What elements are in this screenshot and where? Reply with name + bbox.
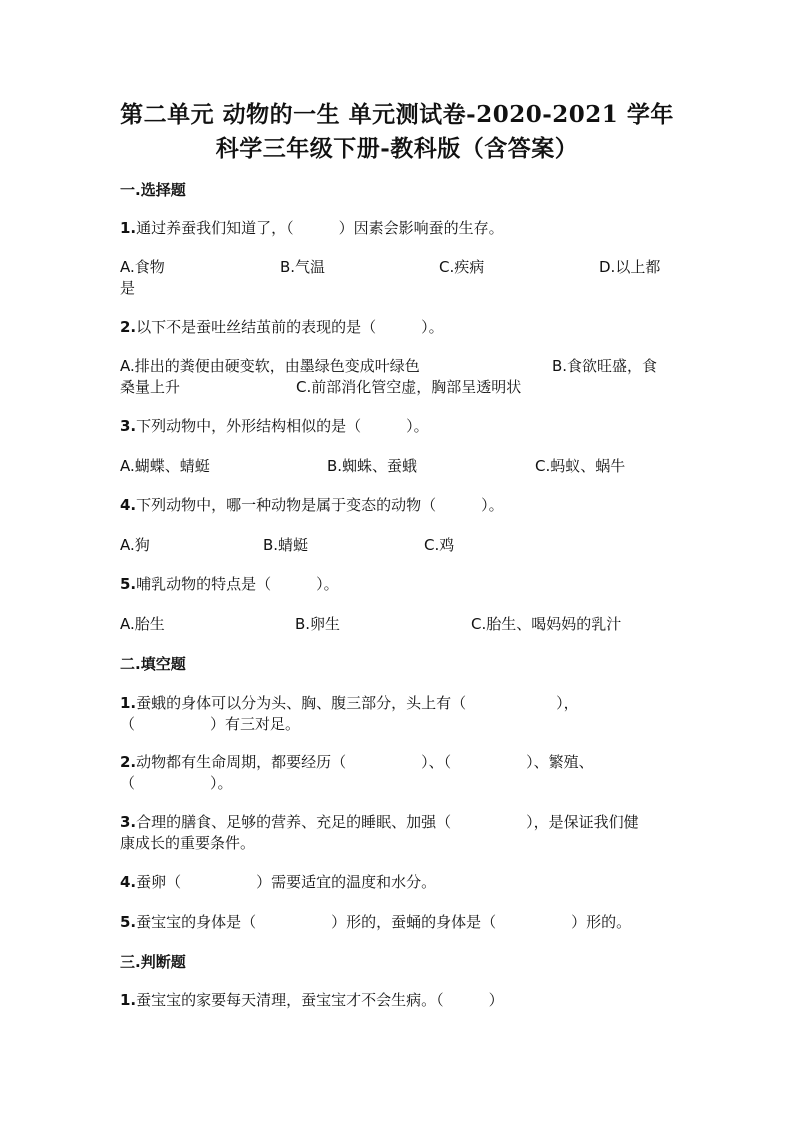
question-text: 哺乳动物的特点是（ ）。 <box>136 575 339 593</box>
choice-5-option-a: A.胎生 <box>120 615 165 633</box>
choice-question-1 <box>120 218 504 238</box>
section-heading-judge: 三.判断题 <box>120 953 186 971</box>
choice-1-option-c: C.疾病 <box>439 258 485 276</box>
choice-3-option-c: C.蚂蚁、蜗牛 <box>535 457 626 475</box>
choice-1-option-b: B.气温 <box>280 258 326 276</box>
judge-question-1 <box>120 990 504 1010</box>
question-number: 2. <box>120 753 137 771</box>
fill-question-5 <box>120 912 631 932</box>
choice-4-option-a: A.狗 <box>120 536 150 554</box>
fill-question-2 <box>120 752 594 772</box>
choice-2-option-b-continued: 桑量上升 <box>120 378 181 396</box>
question-text: 下列动物中，外形结构相似的是（ ）。 <box>136 417 429 435</box>
page-title-line1: 第二单元 动物的一生 单元测试卷-2020-2021 学年 <box>120 101 674 128</box>
section-heading-choice: 一.选择题 <box>120 181 186 199</box>
question-text: 以下不是蚕吐丝结茧前的表现的是（ ）。 <box>136 318 444 336</box>
choice-5-option-c: C.胎生、喝妈妈的乳汁 <box>471 615 622 633</box>
question-number: 2. <box>120 318 137 336</box>
question-number: 1. <box>120 991 137 1009</box>
choice-4-option-b: B.蜻蜓 <box>263 536 309 554</box>
choice-question-2 <box>120 317 444 337</box>
choice-2-option-c: C.前部消化管空虚，胸部呈透明状 <box>296 378 522 396</box>
choice-1-option-d-continued: 是 <box>120 279 136 297</box>
fill-question-3 <box>120 812 639 832</box>
choice-4-option-c: C.鸡 <box>424 536 455 554</box>
question-number: 4. <box>120 496 137 514</box>
question-text: 蚕宝宝的身体是（ ）形的，蚕蛹的身体是（ ）形的。 <box>136 913 632 931</box>
question-text: 蚕蛾的身体可以分为头、胸、腹三部分，头上有（ ）， <box>136 694 579 712</box>
fill-question-3-continued: 康成长的重要条件。 <box>120 834 256 852</box>
question-number: 4. <box>120 873 137 891</box>
choice-5-option-b: B.卵生 <box>295 615 341 633</box>
section-heading-fill: 二.填空题 <box>120 655 186 673</box>
choice-1-option-a: A.食物 <box>120 258 165 276</box>
question-number: 3. <box>120 417 137 435</box>
choice-2-option-b: B.食欲旺盛，食 <box>552 357 658 375</box>
question-text: 蚕卵（ ）需要适宜的温度和水分。 <box>136 873 437 891</box>
question-number: 5. <box>120 913 137 931</box>
choice-1-option-d: D.以上都 <box>599 258 661 276</box>
fill-question-4 <box>120 872 436 892</box>
choice-2-option-a: A.排出的粪便由硬变软，由墨绿色变成叶绿色 <box>120 357 420 375</box>
question-text: 通过养蚕我们知道了，（ ）因素会影响蚕的生存。 <box>136 219 504 237</box>
page-title-line2: 科学三年级下册-教科版（含答案） <box>215 135 579 162</box>
question-text: 蚕宝宝的家要每天清理，蚕宝宝才不会生病。（ ） <box>136 991 504 1009</box>
question-number: 5. <box>120 575 137 593</box>
question-number: 1. <box>120 694 137 712</box>
choice-question-3 <box>120 416 429 436</box>
question-text: 动物都有生命周期，都要经历（ ）、（ ）、繁殖、 <box>136 753 594 771</box>
fill-question-1-continued: （ ）有三对足。 <box>120 715 301 733</box>
fill-question-2-continued: （ ）。 <box>120 774 233 792</box>
choice-3-option-a: A.蝴蝶、蜻蜓 <box>120 457 210 475</box>
question-text: 合理的膳食、足够的营养、充足的睡眠、加强（ ），是保证我们健 <box>136 813 639 831</box>
question-number: 3. <box>120 813 137 831</box>
choice-question-4 <box>120 495 504 515</box>
question-text: 下列动物中，哪一种动物是属于变态的动物（ ）。 <box>136 496 504 514</box>
fill-question-1 <box>120 693 579 713</box>
choice-question-5 <box>120 574 339 594</box>
question-number: 1. <box>120 219 137 237</box>
choice-3-option-b: B.蜘蛛、蚕蛾 <box>327 457 418 475</box>
